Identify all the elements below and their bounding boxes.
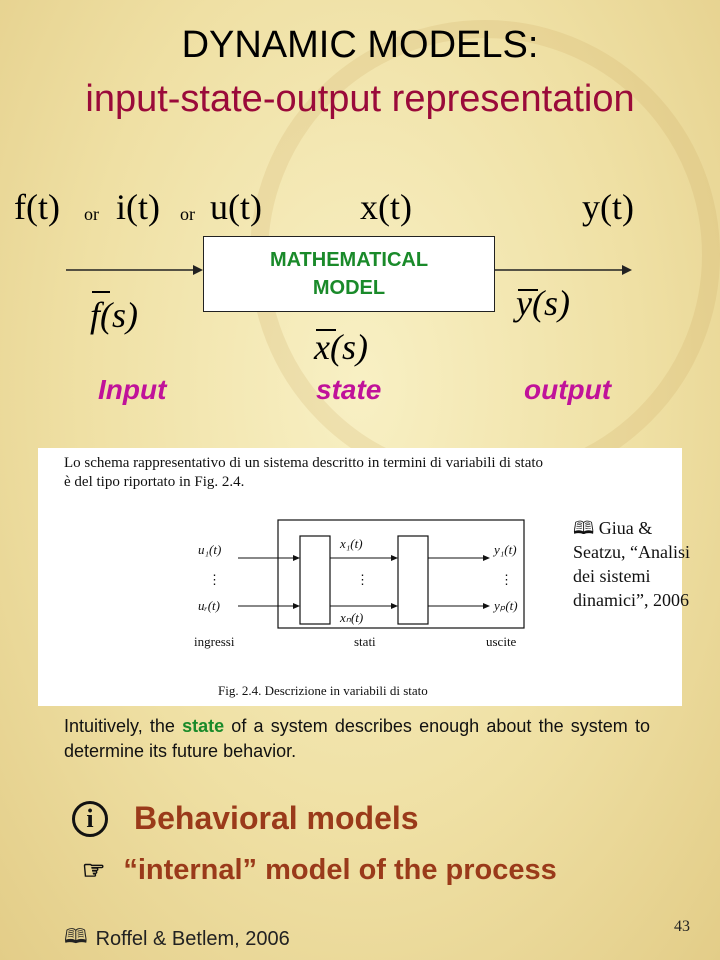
figure-intro-line2: è del tipo riportato in Fig. 2.4.: [64, 474, 245, 490]
output-role-label: output: [524, 374, 612, 405]
input-i-label: i(t): [116, 187, 160, 227]
yp-label: yₚ(t): [494, 598, 518, 613]
state-block-diagram: [38, 448, 568, 706]
or-label-1: or: [84, 204, 99, 224]
ur-label: uᵣ(t): [198, 598, 220, 613]
stati-label: stati: [354, 634, 376, 649]
output-block: [398, 536, 428, 624]
u-dots: ⋮: [208, 572, 221, 587]
input-block: [300, 536, 330, 624]
book-icon: 🕮: [64, 926, 88, 948]
slide-title: DYNAMIC MODELS:: [181, 24, 539, 66]
input-arrow-head: [193, 265, 203, 275]
state-x-label: x(t): [360, 187, 412, 227]
intuition-before: Intuitively, the: [64, 716, 183, 736]
mathematical-model-box: [203, 236, 495, 312]
output-arrow-head: [622, 265, 632, 275]
y1-label: y₁(t): [494, 542, 517, 557]
figure-caption: Fig. 2.4. Descrizione in variabili di stato: [218, 683, 428, 698]
x1-label: x₁(t): [340, 536, 363, 551]
slide-subtitle: input-state-output representation: [85, 78, 635, 120]
ingressi-label: ingressi: [194, 634, 235, 649]
output-y-label: y(t): [582, 187, 634, 227]
intuition-state-word: state: [182, 716, 225, 736]
x-dots: ⋮: [356, 572, 369, 587]
internal-model-bullet: [82, 854, 557, 887]
state-role-label: state: [316, 374, 382, 405]
input-role-label: Input: [98, 374, 167, 405]
figure-reference-text: Giua & Seatzu, “Analisi dei sistemi dinamici”, 2006: [573, 518, 690, 610]
book-icon: 🕮: [573, 518, 595, 538]
y-dots: ⋮: [500, 572, 513, 587]
behavioral-models-text: Behavioral models: [134, 800, 419, 836]
input-f-label: f(t): [14, 187, 60, 227]
footer-reference-text: Roffel & Betlem, 2006: [95, 927, 290, 950]
pointing-hand-icon: ☞: [82, 855, 106, 885]
behavioral-models-bullet: [72, 800, 419, 837]
output-laplace-label: y(s): [516, 283, 570, 323]
state-laplace-label: x(s): [314, 327, 368, 367]
intuition-after: of a system describes enough about the system to determine its future behavior.: [64, 716, 650, 761]
model-box-line1: MATHEMATICAL: [269, 249, 429, 271]
input-laplace-label: f(s): [90, 295, 138, 335]
figure-reference: [573, 516, 698, 612]
figure-intro-line1: Lo schema rappresentativo di un sistema descritto in termini di variabili di stato: [64, 455, 544, 471]
page-number: 43: [674, 918, 690, 935]
model-box-line2: MODEL: [312, 277, 386, 299]
xn-label: xₙ(t): [340, 610, 364, 625]
uscite-label: uscite: [486, 634, 517, 649]
state-definition-text: [64, 714, 650, 764]
internal-model-text: “internal” model of the process: [123, 854, 557, 886]
info-icon: i: [72, 801, 108, 837]
or-label-2: or: [180, 204, 195, 224]
u1-label: u₁(t): [198, 542, 222, 557]
footer-reference: [64, 922, 290, 956]
input-u-label: u(t): [210, 187, 262, 227]
